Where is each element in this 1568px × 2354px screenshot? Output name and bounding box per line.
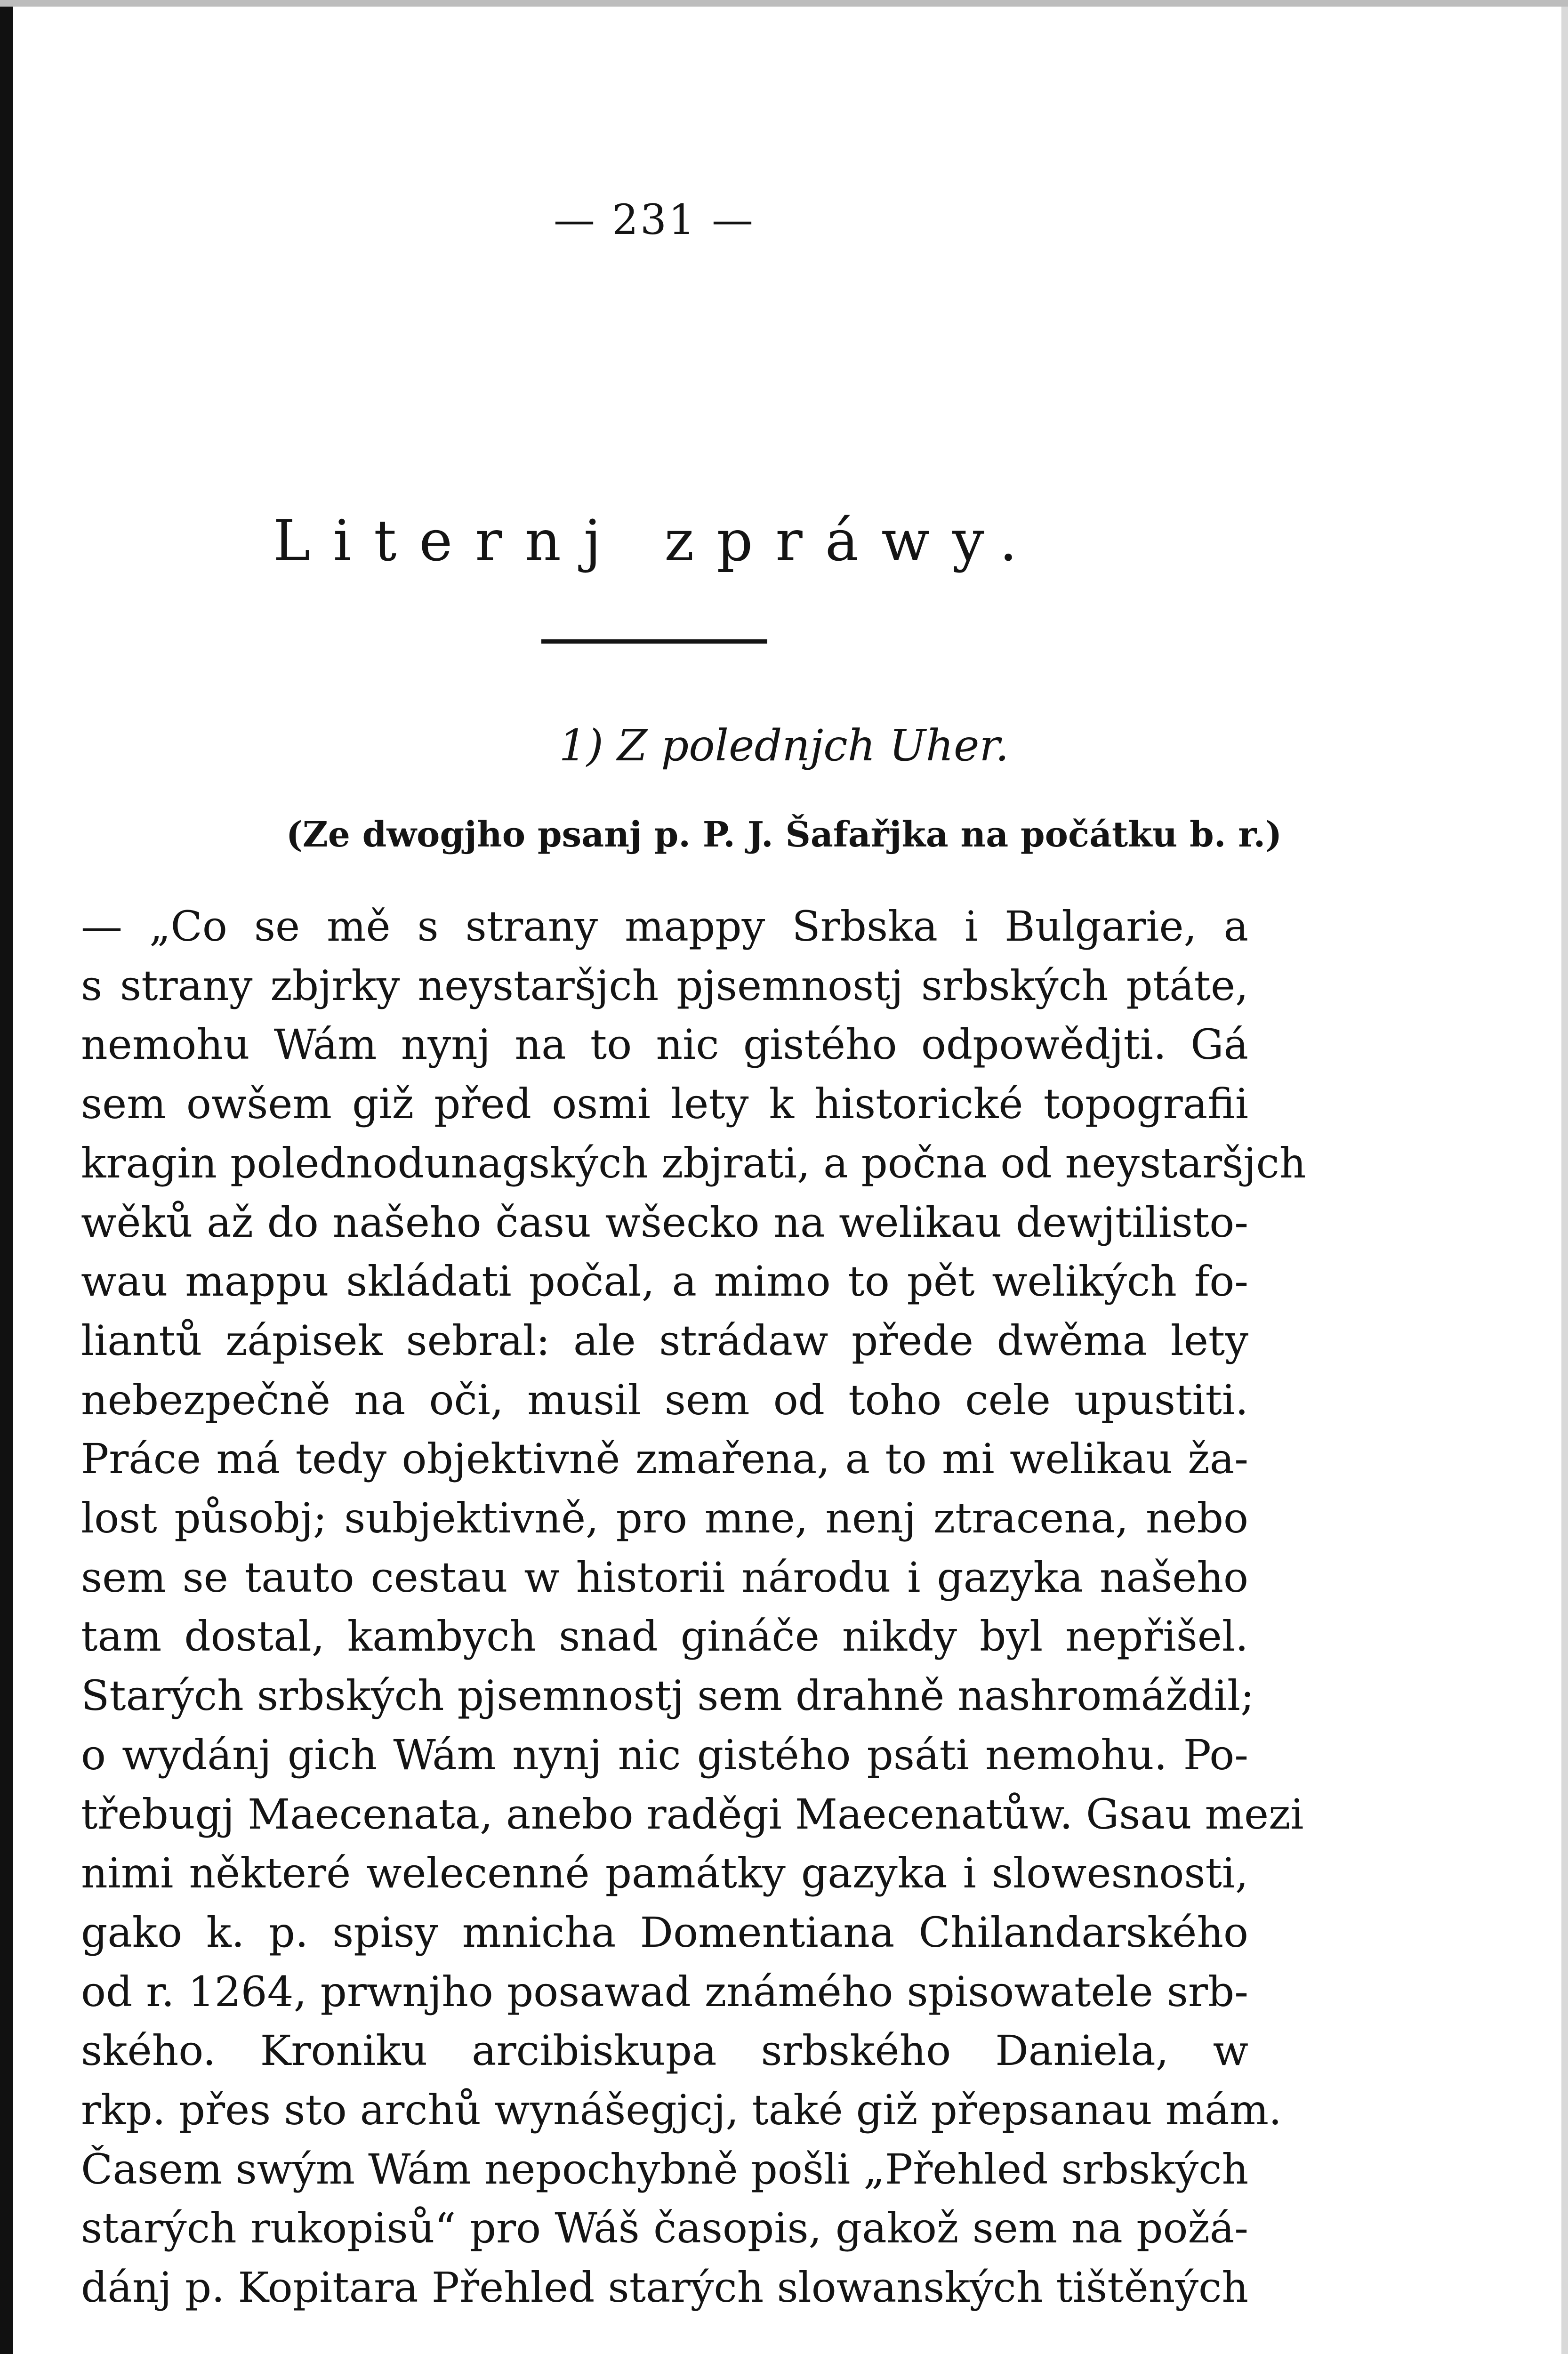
scan-edge-top xyxy=(0,0,1568,7)
text-line: sem se tauto cestau w historii národu i gazyka našeho xyxy=(81,1553,1248,1602)
text-line: nebezpečně na oči, musil sem od toho cele upustiti. xyxy=(81,1375,1248,1424)
page-number: — 231 — xyxy=(554,195,755,244)
text-line: sem owšem giž před osmi lety k historické topografii xyxy=(81,1080,1248,1129)
text-line: kragin polednodunagských zbjrati, a počna od neystaršjch xyxy=(81,1138,1306,1187)
text-line: nemohu Wám nynj na to nic gistého odpowědjti. Gá xyxy=(81,1020,1248,1069)
text-line: liantů zápisek sebral: ale strádaw přede dwěma lety xyxy=(81,1316,1248,1365)
text-line: wau mappu skládati počal, a mimo to pět welikých fo- xyxy=(81,1257,1248,1306)
text-line: od r. 1264, prwnjho posawad známého spisowatele srb- xyxy=(81,1967,1248,2016)
section-title: Liternj zpráwy. xyxy=(273,508,1040,574)
text-line: starých rukopisů“ pro Wáš časopis, gakož sem na požá- xyxy=(81,2204,1248,2253)
text-line: ského. Kroniku arcibiskupa srbského Daniela, w xyxy=(81,2026,1248,2075)
text-line: rkp. přes sto archů wynášegjcj, také giž přepsanau mám. xyxy=(81,2086,1282,2135)
title-divider xyxy=(541,639,767,644)
text-line: Časem swým Wám nepochybně pošli „Přehled srbských xyxy=(81,2144,1249,2193)
text-line: nimi některé welecenné památky gazyka i slowesnosti, xyxy=(81,1849,1248,1898)
text-line: wěků až do našeho času wšecko na welikau dewjtilisto- xyxy=(81,1198,1248,1247)
body-text xyxy=(81,897,1306,2317)
text-line: Práce má tedy objektivně zmařena, a to mi welikau ža- xyxy=(81,1435,1248,1483)
text-line: lost působj; subjektivně, pro mne, nenj ztracena, nebo xyxy=(81,1494,1248,1543)
scan-edge-right xyxy=(1561,0,1568,2354)
text-line: dánj p. Kopitara Přehled starých slowanských tištěných xyxy=(81,2263,1248,2312)
text-line: Starých srbských pjsemnostj sem drahně nashromáždil; xyxy=(81,1671,1254,1720)
text-line: s strany zbjrky neystaršjch pjsemnostj srbských ptáte, xyxy=(81,961,1248,1010)
text-line: třebugj Maecenata, anebo raděgi Maecenatůw. Gsau mezi xyxy=(81,1790,1304,1838)
text-line: — „Co se mě s strany mappy Srbska i Bulgarie, a xyxy=(81,902,1248,951)
scan-edge-left xyxy=(0,0,13,2354)
text-line: tam dostal, kambych snad gináče nikdy byl nepřišel. xyxy=(81,1612,1248,1661)
text-line: o wydánj gich Wám nynj nic gistého psáti nemohu. Po- xyxy=(81,1730,1248,1779)
source-note: (Ze dwogjho psanj p. P. J. Šafařjka na počátku b. r.) xyxy=(286,814,1282,855)
text-line: gako k. p. spisy mnicha Domentiana Chilandarského xyxy=(81,1908,1248,1957)
article-subheading: 1) Z polednjch Uher. xyxy=(559,720,1009,771)
